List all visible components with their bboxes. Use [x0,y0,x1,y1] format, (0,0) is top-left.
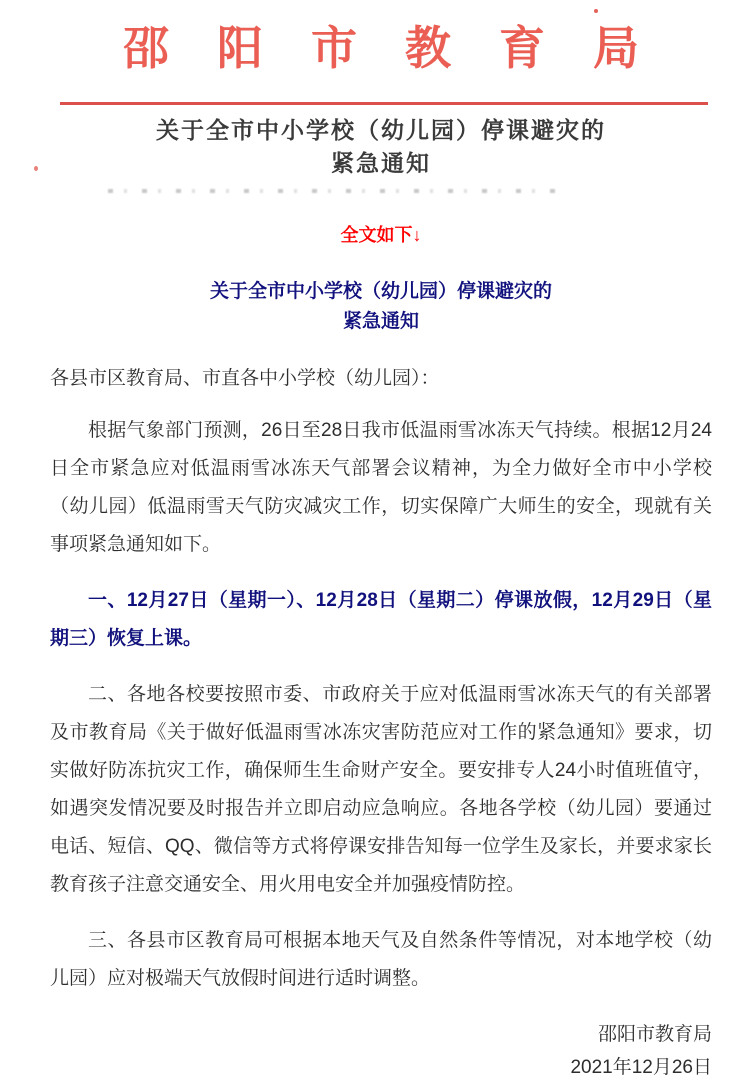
paragraph-item-3-local-adjustment: 三、各县市区教育局可根据本地天气及自然条件等情况，对本地学校（幼儿园）应对极端天气放假时间进行适时调整。 [50,930,712,989]
scanned-document-title [50,114,712,180]
letterhead-agency-name: 邵阳市教育局 [123,21,687,75]
paragraph-item-1-suspension-dates: 一、12月27日（星期一）、12月28日（星期二）停课放假，12月29日（星期三）恢复上课。 [50,590,712,649]
letterhead-divider-rule [60,102,708,105]
paragraph-item-2-measures: 二、各地各校要按照市委、市政府关于应对低温雨雪冰冻天气的有关部署及市教育局《关于做好低温雨雪冰冻灾害防范应对工作的紧急通知》要求，切实做好防冻抗灾工作，确保师生生命财产安全。要安排专人24小时值班值守，如遇突发情况要及时报告并立即启动应急响应。各地各学校（幼儿园）要通过电话、短信、QQ、微信等方式将停课安排告知每一位学生及家长，并要求家长教育孩子注意交通安全、用火用电安全并加强疫情防控。 [50,684,712,895]
notice-title-line2: 紧急通知 [342,311,419,332]
notice-title [50,277,712,337]
full-text-lead-in-label: 全文如下↓ [340,225,422,245]
signature-agency: 邵阳市教育局 [597,1024,712,1045]
scanned-title-line1: 关于全市中小学校（幼儿园）停课避灾的 [156,117,606,144]
scan-speck-artifact-top [594,9,598,13]
scan-speck-artifact-left [34,166,38,171]
signature-date: 2021年12月26日 [570,1057,712,1078]
scan-noise-line [108,189,563,193]
paragraph-intro: 根据气象部门预测，26日至28日我市低温雨雪冰冻天气持续。根据12月24日全市紧急应对低温雨雪冰冻天气部署会议精神，为全力做好全市中小学校（幼儿园）低温雨雪天气防灾减灾工作，切实保障广大师生的安全，现就有关事项紧急通知如下。 [50,420,712,555]
notice-title-line1: 关于全市中小学校（幼儿园）停课避灾的 [209,281,552,302]
notice-salutation: 各县市区教育局、市直各中小学校（幼儿园）： [50,368,440,389]
scanned-title-line2: 紧急通知 [331,150,431,177]
signature-block [50,1018,712,1084]
